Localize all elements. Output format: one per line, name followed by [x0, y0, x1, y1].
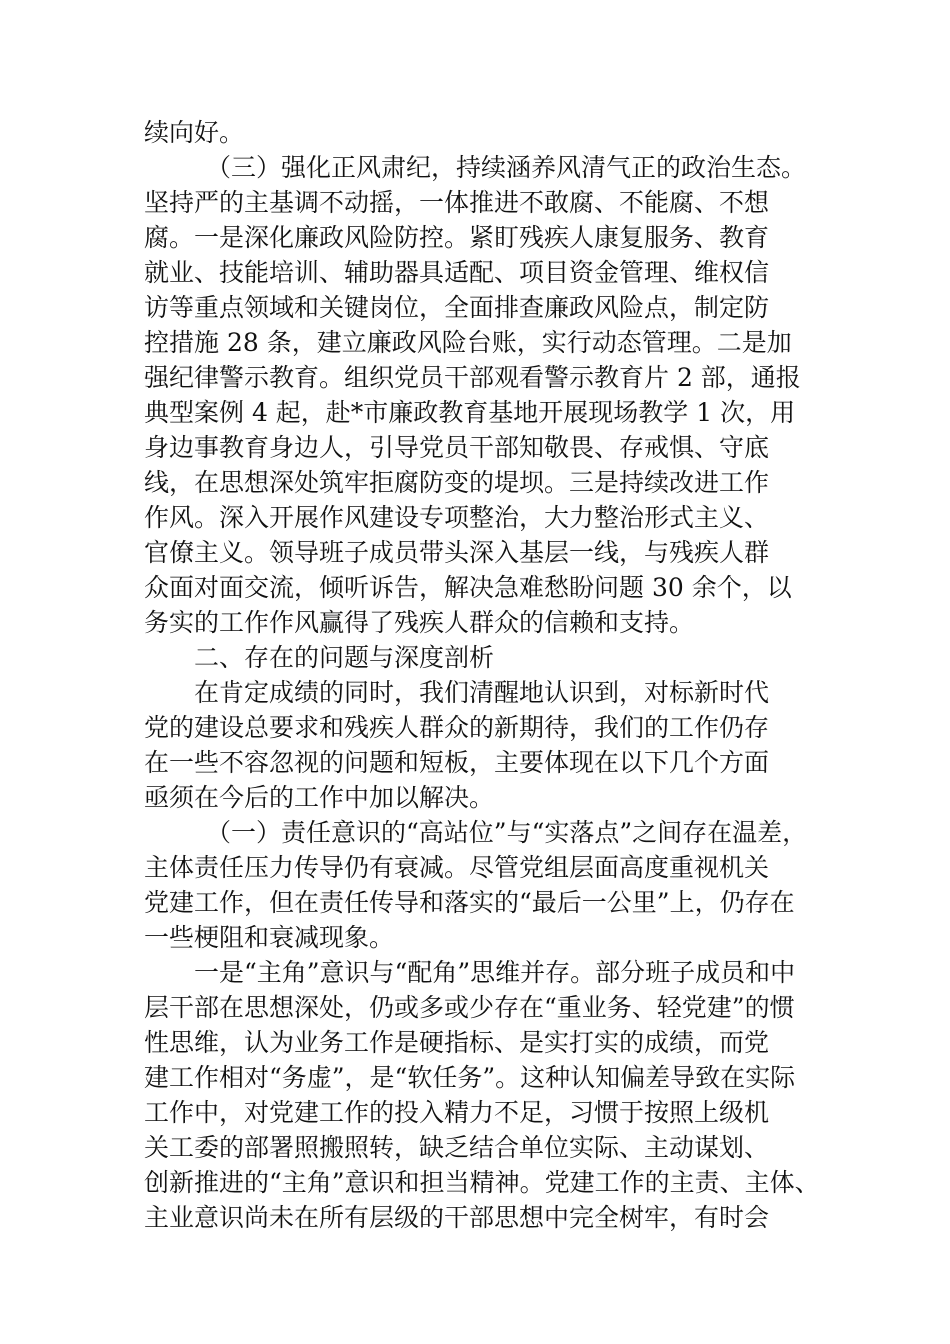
- text-line: 作风。深入开展作风建设专项整治，大力整治形式主义、: [144, 503, 770, 532]
- text-line: 创新推进的“主角”意识和担当精神。党建工作的主责、主体、: [144, 1168, 820, 1197]
- section-heading: （一）责任意识的“高站位”与“实落点”之间存在温差，: [206, 818, 808, 847]
- text-line: 建工作相对“务虚”，是“软任务”。这种认知偏差导致在实际: [144, 1063, 796, 1092]
- section-heading: （三）强化正风肃纪，持续涵养风清气正的政治生态。: [206, 153, 807, 182]
- text-line: 亟须在今后的工作中加以解决。: [144, 783, 495, 812]
- text-line: 性思维，认为业务工作是硬指标、是实打实的成绩，而党: [144, 1028, 770, 1057]
- text-line: 党建工作，但在责任传导和落实的“最后一公里”上，仍存在: [144, 888, 795, 917]
- text-line: 访等重点领域和关键岗位，全面排查廉政风险点，制定防: [144, 293, 770, 322]
- text-line: 在肯定成绩的同时，我们清醒地认识到，对标新时代: [194, 678, 770, 707]
- text-line: 续向好。: [144, 118, 245, 147]
- text-line: 党的建设总要求和残疾人群众的新期待，我们的工作仍存: [144, 713, 770, 742]
- text-line: 一些梗阻和衰减现象。: [144, 923, 395, 952]
- text-line: 工作中，对党建工作的投入精力不足，习惯于按照上级机: [144, 1098, 770, 1127]
- text-line: 线，在思想深处筑牢拒腐防变的堤坝。三是持续改进工作: [144, 468, 770, 497]
- text-line: 众面对面交流，倾听诉告，解决急难愁盼问题 30 余个，以: [144, 573, 792, 602]
- text-line: 典型案例 4 起，赴*市廉政教育基地开展现场教学 1 次，用: [144, 398, 796, 427]
- text-line: 关工委的部署照搬照转，缺乏结合单位实际、主动谋划、: [144, 1133, 770, 1162]
- text-line: 主体责任压力传导仍有衰减。尽管党组层面高度重视机关: [144, 853, 770, 882]
- text-line: 务实的工作作风赢得了残疾人群众的信赖和支持。: [144, 608, 695, 637]
- text-line: 强纪律警示教育。组织党员干部观看警示教育片 2 部，通报: [144, 363, 801, 392]
- text-line: 一是“主角”意识与“配角”思维并存。部分班子成员和中: [194, 958, 796, 987]
- text-line: 官僚主义。领导班子成员带头深入基层一线，与残疾人群: [144, 538, 770, 567]
- text-line: 腐。一是深化廉政风险防控。紧盯残疾人康复服务、教育: [144, 223, 770, 252]
- text-line: 身边事教育身边人，引导党员干部知敬畏、存戒惧、守底: [144, 433, 770, 462]
- text-line: 坚持严的主基调不动摇，一体推进不敢腐、不能腐、不想: [144, 188, 770, 217]
- text-line: 在一些不容忽视的问题和短板，主要体现在以下几个方面: [144, 748, 770, 777]
- section-heading: 二、存在的问题与深度剖析: [194, 643, 495, 672]
- text-line: 控措施 28 条，建立廉政风险台账，实行动态管理。二是加: [144, 328, 792, 357]
- text-line: 层干部在思想深处，仍或多或少存在“重业务、轻党建”的惯: [144, 993, 795, 1022]
- text-line: 主业意识尚未在所有层级的干部思想中完全树牢，有时会: [144, 1203, 770, 1232]
- text-line: 就业、技能培训、辅助器具适配、项目资金管理、维权信: [144, 258, 770, 287]
